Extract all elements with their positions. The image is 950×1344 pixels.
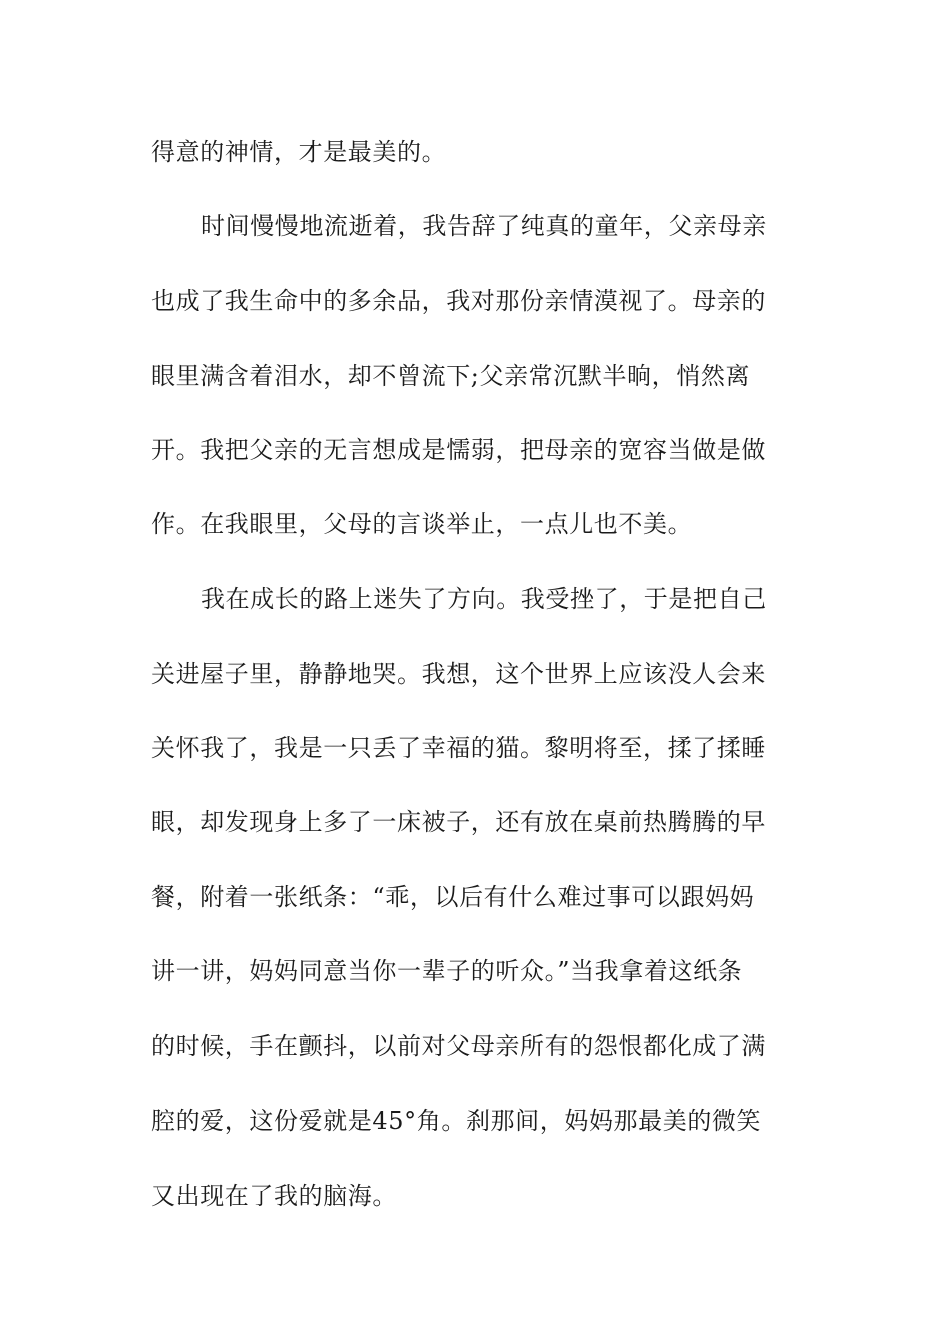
text-line-1: 得意的神情，才是最美的。 [151,138,447,166]
text-line-5: 开。我把父亲的无言想成是懦弱，把母亲的宽容当做是做 [151,436,766,464]
text-line-4: 眼里满含着泪水，却不曾流下;父亲常沉默半晌，悄然离 [151,362,751,390]
text-line-2: 时间慢慢地流逝着，我告辞了纯真的童年，父亲母亲 [201,212,767,240]
text-line-15: 又出现在了我的脑海。 [151,1182,397,1210]
text-line-14: 腔的爱，这份爱就是45°角。刹那间，妈妈那最美的微笑 [151,1107,762,1135]
text-line-8: 关进屋子里，静静地哭。我想，这个世界上应该没人会来 [151,660,766,688]
text-line-13: 的时候，手在颤抖，以前对父母亲所有的怨恨都化成了满 [151,1032,766,1060]
text-line-9: 关怀我了，我是一只丢了幸福的猫。黎明将至，揉了揉睡 [151,734,766,762]
text-line-7: 我在成长的路上迷失了方向。我受挫了，于是把自己 [201,585,767,613]
text-line-6: 作。在我眼里，父母的言谈举止，一点儿也不美。 [151,510,693,538]
text-line-3: 也成了我生命中的多余品，我对那份亲情漠视了。母亲的 [151,287,766,315]
text-line-11: 餐，附着一张纸条：“乖，以后有什么难过事可以跟妈妈 [151,883,755,911]
text-line-10: 眼，却发现身上多了一床被子，还有放在桌前热腾腾的早 [151,808,766,836]
text-line-12: 讲一讲，妈妈同意当你一辈子的听众。”当我拿着这纸条 [151,957,743,985]
